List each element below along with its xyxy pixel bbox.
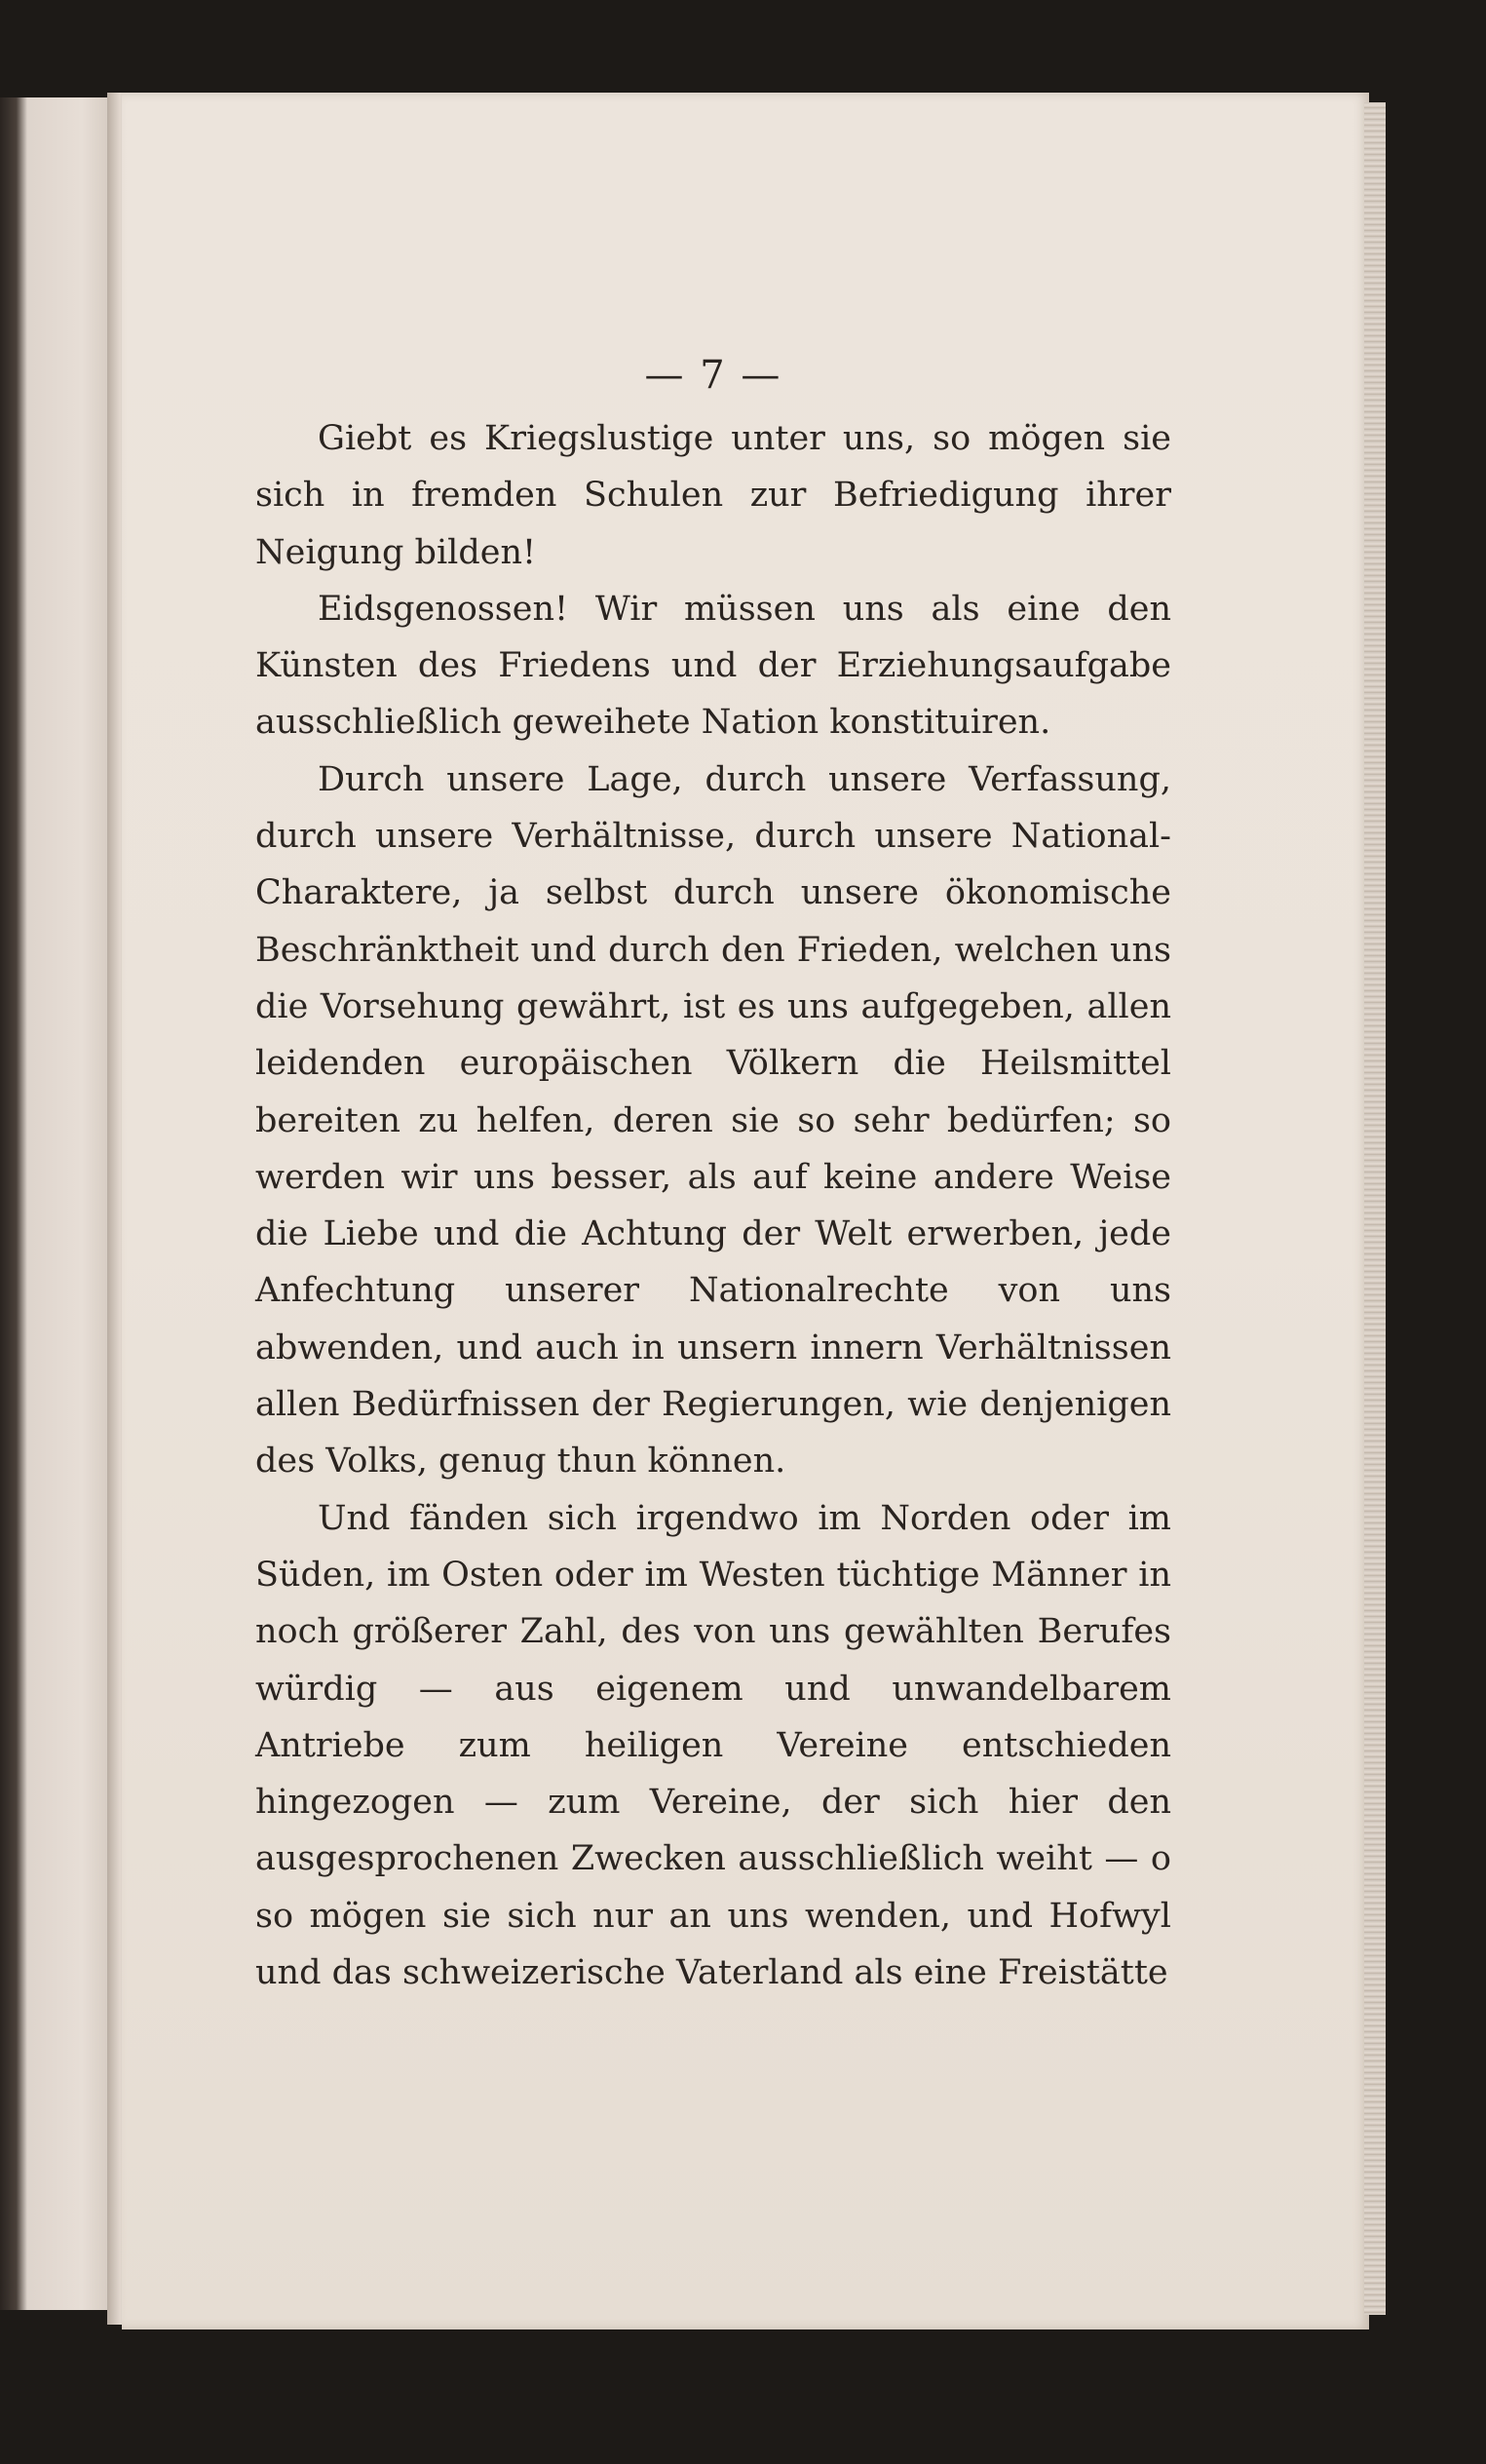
page-text bbox=[255, 346, 1171, 2001]
paragraph-1: Giebt es Kriegslustige unter uns, so mögen sie sich in fremden Schulen zur Befriedigung ihrer Neigung bilden! bbox=[255, 419, 1171, 572]
page-edges bbox=[1364, 102, 1386, 2315]
paragraph-3: Durch unsere Lage, durch unsere Verfassung, durch unsere Verhältnisse, durch unsere National-Charaktere, ja selbst durch unsere ökonomische Beschränktheit und durch den Frieden, welchen uns die Vorsehung gewährt, ist es uns aufgegeben, allen leidenden europäischen Völkern die Heilsmittel bereiten zu helfen, deren sie so sehr bedürfen; so werden wir uns besser, als auf keine andere Weise die Liebe und die Achtung der Welt erwerben, jede Anfechtung unserer Nationalrechte von uns abwenden, und auch in unsern innern Verhältnissen allen Bedürfnissen der Regierungen, wie denjenigen des Volks, genug thun können. bbox=[255, 759, 1171, 1482]
paragraph-4: Und fänden sich irgendwo im Norden oder im Süden, im Osten oder im Westen tüchtige Männer in noch größerer Zahl, des von uns gewählten Berufes würdig — aus eigenem und unwandelbarem Antriebe zum heiligen Vereine entschieden hingezogen — zum Vereine, der sich hier den ausgesprochenen Zwecken ausschließlich weiht — o so mögen sie sich nur an uns wenden, und Hofwyl und das schweizerische Vaterland als eine Freistätte bbox=[255, 1498, 1171, 1993]
page-number: — 7 — bbox=[644, 353, 782, 398]
left-page-edge bbox=[0, 97, 27, 2310]
paragraph-2: Eidsgenossen! Wir müssen uns als eine den Künsten des Friedens und der Erziehungsaufgabe ausschließlich geweihete Nation konstituiren. bbox=[255, 589, 1171, 743]
left-page-fragment bbox=[0, 97, 117, 2310]
